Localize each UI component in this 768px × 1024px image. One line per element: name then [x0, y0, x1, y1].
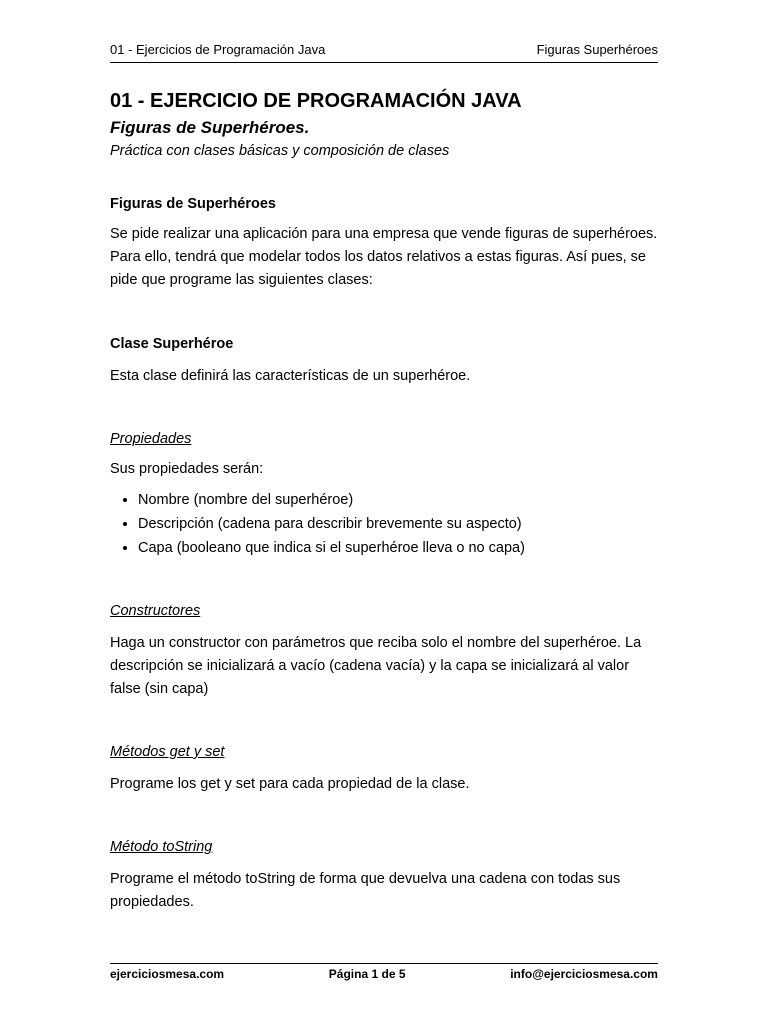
properties-heading: Propiedades: [110, 431, 192, 447]
tostring-paragraph: Programe el método toString de forma que devuelva una cadena con todas sus propiedades.: [110, 871, 621, 910]
constructors-heading: Constructores: [110, 603, 201, 619]
page-title: 01 - EJERCICIO DE PROGRAMACIÓN JAVA: [110, 90, 522, 112]
getset-paragraph: Programe los get y set para cada propiedad de la clase.: [110, 776, 470, 792]
intro-heading: Figuras de Superhéroes: [110, 196, 276, 212]
intro-paragraph: Se pide realizar una aplicación para una empresa que vende figuras de superhéroes. Para ello, tendrá que modelar todos los datos relativos a estas figuras. Así pues, se pide que programe las siguientes clases:: [110, 226, 658, 288]
footer-left: ejerciciosmesa.com: [110, 967, 225, 981]
class-heading: Clase Superhéroe: [110, 336, 234, 352]
tostring-heading: Método toString: [110, 839, 213, 855]
footer-right: info@ejerciciosmesa.com: [510, 967, 658, 981]
getset-heading: Métodos get y set: [110, 744, 225, 760]
list-item: • Descripción (cadena para describir brevemente su aspecto): [138, 513, 658, 536]
list-item: • Nombre (nombre del superhéroe): [138, 489, 658, 512]
subtitle: Figuras de Superhéroes.: [110, 118, 310, 137]
document-body: [110, 88, 658, 914]
page-number: Página 1 de 5: [328, 967, 406, 981]
list-item: • Capa (booleano que indica si el superhéroe lleva o no capa): [138, 537, 658, 560]
constructors-paragraph: Haga un constructor con parámetros que reciba solo el nombre del superhéroe. La descripción se inicializará a vacío (cadena vacía) y la capa se inicializará al valor false (sin capa): [110, 635, 642, 697]
lead-text: Práctica con clases básicas y composición de clases: [110, 143, 450, 159]
page-footer: [110, 963, 658, 981]
properties-intro: Sus propiedades serán:: [110, 461, 264, 477]
page-header: [110, 42, 658, 63]
header-left: 01 - Ejercicios de Programación Java: [110, 42, 326, 57]
header-right: Figuras Superhéroes: [536, 42, 658, 57]
class-paragraph: Esta clase definirá las características de un superhéroe.: [110, 368, 471, 384]
properties-list: [110, 489, 658, 560]
